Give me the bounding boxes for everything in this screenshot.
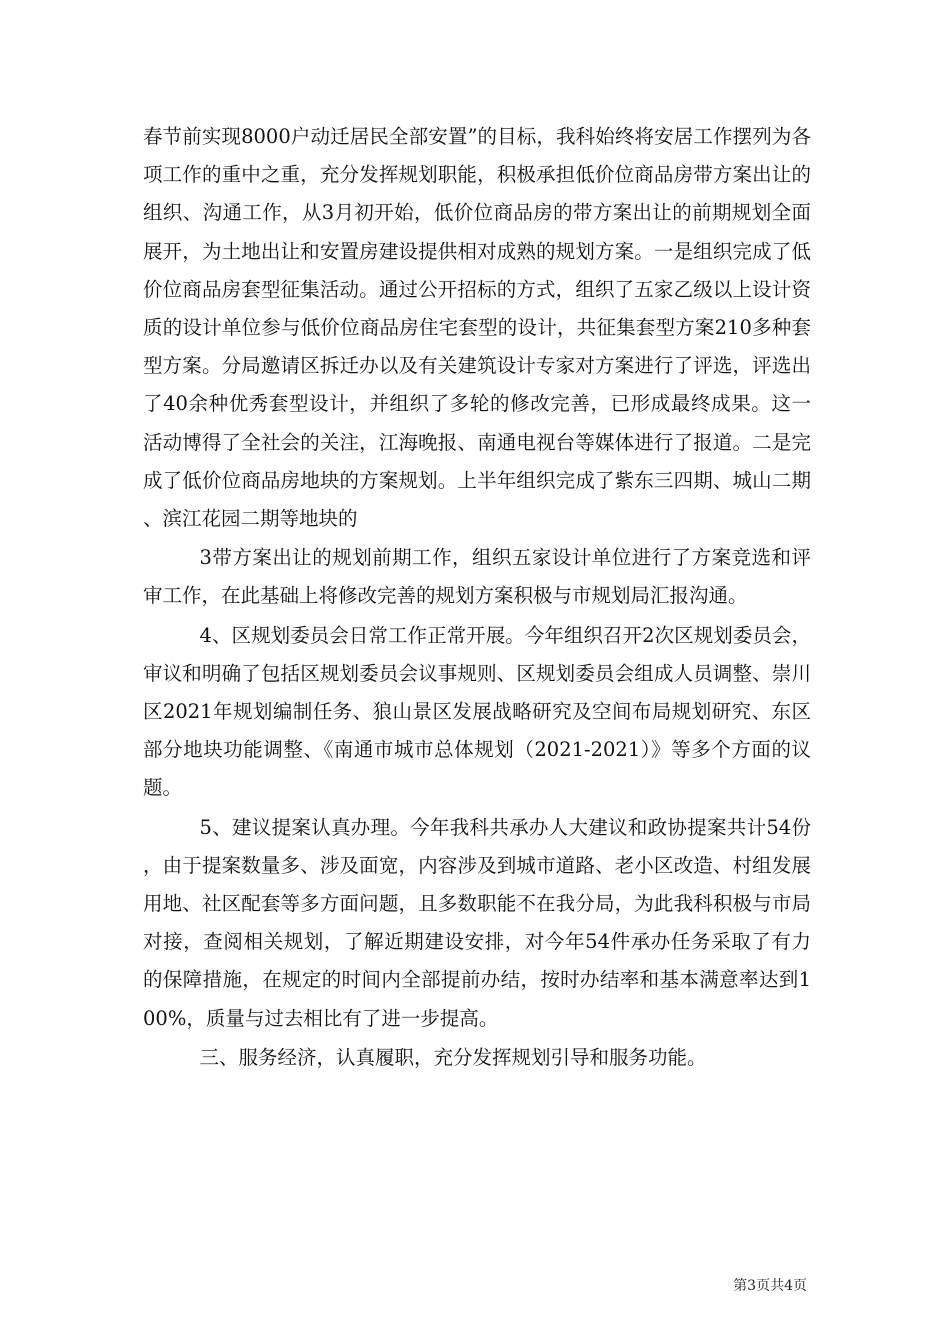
document-body	[143, 118, 811, 1078]
paragraph-section-3-heading: 三、服务经济，认真履职，充分发挥规划引导和服务功能。	[199, 1045, 707, 1069]
paragraph-item-5-proposals: 5、建议提案认真办理。今年我科共承办人大建议和政协提案共计54份，由于提案数量多、涉及面宽，内容涉及到城市道路、老小区改造、村组发展用地、社区配套等多方面问题，且多数职能不在我分局，为此我科积极与市局对接，查阅相关规划，了解近期建设安排，对今年54件承办任务采取了有力的保障措施，在规定的时间内全部提前办结，按时办结率和基本满意率达到100%，质量与过去相比有了进一步提高。	[143, 815, 811, 1030]
paragraph-resettlement-planning: 春节前实现8000户动迁居民全部安置”的目标，我科始终将安居工作摆列为各项工作的重中之重，充分发挥规划职能，积极承担低价位商品房带方案出让的组织、沟通工作，从3月初开始，低价位商品房的带方案出让的前期规划全面展开，为土地出让和安置房建设提供相对成熟的规划方案。一是组织完成了低价位商品房套型征集活动。通过公开招标的方式，组织了五家乙级以上设计资质的设计单位参与低价位商品房住宅套型的设计，共征集套型方案210多种套型方案。分局邀请区拆迁办以及有关建筑设计专家对方案进行了评选，评选出了40余种优秀套型设计，并组织了多轮的修改完善，已形成最终成果。这一活动博得了全社会的关注，江海晚报、南通电视台等媒体进行了报道。二是完成了低价位商品房地块的方案规划。上半年组织完成了紫东三四期、城山二期、滨江花园二期等地块的	[143, 125, 811, 531]
paragraph-item-3-planning-prework: 3带方案出让的规划前期工作，组织五家设计单位进行了方案竞选和评审工作，在此基础上将修改完善的规划方案积极与市规划局汇报沟通。	[143, 546, 811, 608]
page-number-footer: 第3页共4页	[733, 1278, 807, 1294]
paragraph-item-4-planning-committee: 4、区规划委员会日常工作正常开展。今年组织召开2次区规划委员会，审议和明确了包括区规划委员会议事规则、区规划委员会组成人员调整、崇川区2021年规划编制任务、狼山景区发展战略研究及空间布局规划研究、东区部分地块功能调整、《南通市城市总体规划（2021-2021）》等多个方面的议题。	[143, 623, 811, 800]
